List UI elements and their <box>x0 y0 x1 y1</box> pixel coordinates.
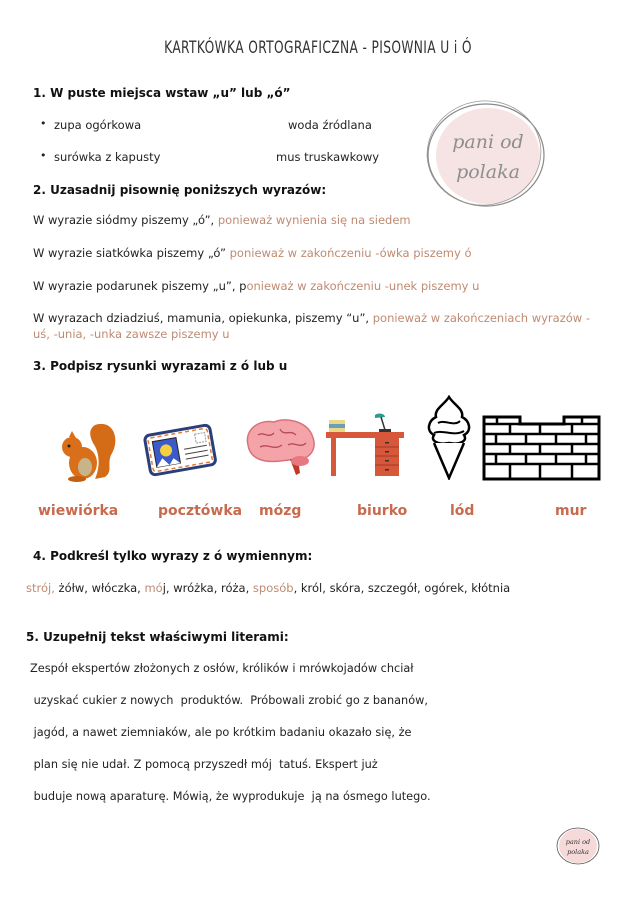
ice-cream-icon <box>424 395 474 480</box>
postcard-icon <box>143 422 218 477</box>
item-surowka: • surówka z kapusty <box>54 150 160 164</box>
svg-text:pani od: pani od <box>565 838 591 846</box>
item-mus: mus truskawkowy <box>276 150 380 164</box>
section2-heading: 2. Uzasadnij pisownię poniższych wyrazów: <box>33 183 327 197</box>
squirrel-icon <box>55 415 120 485</box>
label-mozg: mózg <box>259 503 302 519</box>
brick-wall-icon <box>482 414 602 482</box>
label-pocztowka: pocztówka <box>158 503 243 519</box>
pani-od-polaka-logo-small <box>556 826 600 866</box>
text-line: plan się nie udał. Z pomocą przyszedł mój tatuś. Ekspert już <box>30 758 378 771</box>
svg-text:polaka: polaka <box>567 848 589 856</box>
label-mur: mur <box>555 503 587 519</box>
section5-heading: 5. Uzupełnij tekst właściwymi literami: <box>26 630 289 644</box>
pani-od-polaka-logo <box>424 98 548 210</box>
text-line: Zespół ekspertów złożonych z osłów, królików i mrówkojadów chciał <box>30 662 414 675</box>
justification-line: W wyrazie podarunek piszemy „u”, ponieważ w zakończeniu -unek piszemy u <box>33 279 480 293</box>
svg-text:polaka: polaka <box>456 161 520 183</box>
justification-line: W wyrazach dziadziuś, mamunia, opiekunka, piszemy “u”, ponieważ w zakończeniach wyrazów - <box>33 311 590 325</box>
label-biurko: biurko <box>357 503 408 519</box>
justification-line: W wyrazie siatkówka piszemy „ó” ponieważ w zakończeniu -ówka piszemy ó <box>33 246 472 260</box>
section1-heading: 1. W puste miejsca wstaw „u” lub „ó” <box>33 86 291 100</box>
text-line: uzyskać cukier z nowych produktów. Próbowali zrobić go z bananów, <box>30 694 428 707</box>
section4-heading: 4. Podkreśl tylko wyrazy z ó wymiennym: <box>33 549 313 563</box>
svg-text:pani od: pani od <box>452 131 524 153</box>
justification-line: W wyrazie siódmy piszemy „ó”, ponieważ wynienia się na siedem <box>33 213 411 227</box>
text-line: buduje nową aparaturę. Mówią, że wyprodukuje ją na ósmego lutego. <box>30 790 431 803</box>
justification-line-cont: uś, -unia, -unka zawsze piszemy u <box>33 327 230 341</box>
label-wiewiorka: wiewiórka <box>38 503 119 519</box>
text-line: jagód, a nawet ziemniaków, ale po krótkim badaniu okazało się, że <box>30 726 412 739</box>
word-list: strój, żółw, włóczka, mój, wróżka, róża, sposób, król, skóra, szczegół, ogórek, kłótnia <box>26 581 511 595</box>
item-zupa: • zupa ogórkowa <box>54 118 141 132</box>
desk-icon <box>323 412 405 482</box>
page-title: KARTKÓWKA ORTOGRAFICZNA - PISOWNIA U i Ó <box>164 38 472 58</box>
brain-icon <box>240 415 318 485</box>
item-woda: woda źródlana <box>288 118 372 132</box>
section3-heading: 3. Podpisz rysunki wyrazami z ó lub u <box>33 359 288 373</box>
label-lod: lód <box>450 503 475 519</box>
